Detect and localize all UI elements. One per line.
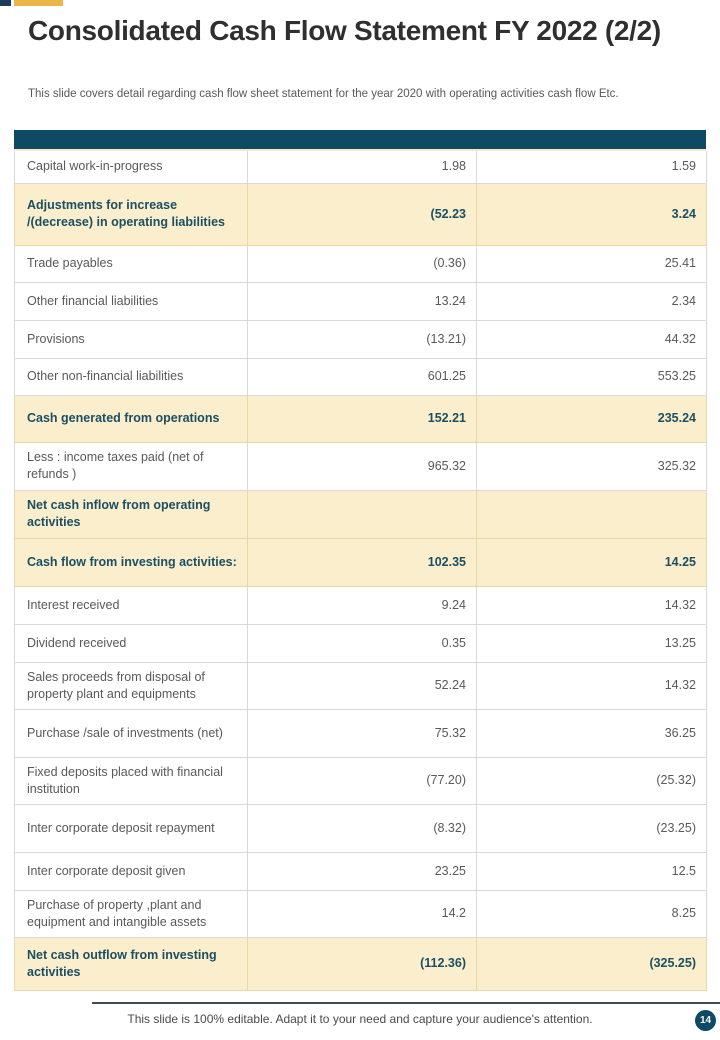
row-label: Purchase /sale of investments (net) bbox=[15, 709, 248, 757]
table-row bbox=[15, 852, 707, 890]
row-label: Cash generated from operations bbox=[15, 395, 248, 442]
row-label: Less : income taxes paid (net of refunds ) bbox=[15, 442, 248, 490]
page-number: 14 bbox=[699, 1015, 712, 1026]
row-value-col1: 52.24 bbox=[248, 662, 477, 709]
row-label: Other non-financial liabilities bbox=[15, 358, 248, 395]
row-value-col1: 102.35 bbox=[248, 538, 477, 586]
table-row-highlight bbox=[15, 937, 707, 990]
row-label: Net cash outflow from investing activities bbox=[15, 937, 248, 990]
table-row bbox=[15, 442, 707, 490]
table-row bbox=[15, 662, 707, 709]
footer-divider bbox=[92, 1002, 720, 1004]
row-label: Cash flow from investing activities: bbox=[15, 538, 248, 586]
row-value-col2: 12.5 bbox=[477, 852, 707, 890]
table-row bbox=[15, 890, 707, 937]
row-value-col2: (23.25) bbox=[477, 804, 707, 852]
table-row bbox=[15, 586, 707, 624]
row-label: Purchase of property ,plant and equipment and intangible assets bbox=[15, 890, 248, 937]
table-row bbox=[15, 624, 707, 662]
row-value-col1: 13.24 bbox=[248, 282, 477, 320]
row-label: Sales proceeds from disposal of property plant and equipments bbox=[15, 662, 248, 709]
slide-title: Consolidated Cash Flow Statement FY 2022 (2/2) bbox=[28, 15, 661, 46]
table-row bbox=[15, 320, 707, 358]
row-label: Adjustments for increase /(decrease) in operating liabilities bbox=[15, 183, 248, 245]
row-value-col2: 3.24 bbox=[477, 183, 707, 245]
row-value-col2: 553.25 bbox=[477, 358, 707, 395]
row-value-col2: 13.25 bbox=[477, 624, 707, 662]
row-value-col1: (8.32) bbox=[248, 804, 477, 852]
row-value-col1: 9.24 bbox=[248, 586, 477, 624]
table-row bbox=[15, 151, 707, 183]
row-value-col2: (25.32) bbox=[477, 757, 707, 804]
row-value-col2: 235.24 bbox=[477, 395, 707, 442]
table-row-highlight bbox=[15, 395, 707, 442]
table-row bbox=[15, 245, 707, 282]
row-value-col2: 14.32 bbox=[477, 586, 707, 624]
row-value-col1: 965.32 bbox=[248, 442, 477, 490]
row-value-col2: 36.25 bbox=[477, 709, 707, 757]
row-label: Capital work-in-progress bbox=[15, 151, 248, 183]
table-row bbox=[15, 282, 707, 320]
row-value-col2: 2.34 bbox=[477, 282, 707, 320]
row-value-col2: 14.32 bbox=[477, 662, 707, 709]
navy-accent-bar bbox=[0, 0, 11, 6]
slide-subtitle: This slide covers detail regarding cash flow sheet statement for the year 2020 with operating activities cash flow Etc. bbox=[28, 88, 619, 100]
table-row bbox=[15, 709, 707, 757]
row-value-col2: 25.41 bbox=[477, 245, 707, 282]
row-value-col2 bbox=[477, 490, 707, 538]
row-label: Fixed deposits placed with financial institution bbox=[15, 757, 248, 804]
row-label: Inter corporate deposit repayment bbox=[15, 804, 248, 852]
gold-accent-bar bbox=[14, 0, 63, 6]
row-value-col1: (52.23 bbox=[248, 183, 477, 245]
row-value-col1: 23.25 bbox=[248, 852, 477, 890]
row-value-col1: 601.25 bbox=[248, 358, 477, 395]
table-row-highlight bbox=[15, 183, 707, 245]
row-value-col1: 1.98 bbox=[248, 151, 477, 183]
row-label: Provisions bbox=[15, 320, 248, 358]
row-value-col1: (112.36) bbox=[248, 937, 477, 990]
row-value-col2: 44.32 bbox=[477, 320, 707, 358]
table-header-bar bbox=[14, 130, 706, 151]
row-value-col1: 0.35 bbox=[248, 624, 477, 662]
row-value-col2: 8.25 bbox=[477, 890, 707, 937]
row-value-col2: 325.32 bbox=[477, 442, 707, 490]
row-label: Net cash inflow from operating activities bbox=[15, 490, 248, 538]
table-row-highlight bbox=[15, 538, 707, 586]
cash-flow-table bbox=[14, 130, 706, 991]
row-label: Interest received bbox=[15, 586, 248, 624]
row-label: Dividend received bbox=[15, 624, 248, 662]
table-row bbox=[15, 804, 707, 852]
row-value-col1: (0.36) bbox=[248, 245, 477, 282]
row-value-col2: (325.25) bbox=[477, 937, 707, 990]
page-number-badge bbox=[695, 1010, 716, 1031]
row-label: Other financial liabilities bbox=[15, 282, 248, 320]
table-row bbox=[15, 757, 707, 804]
row-label: Inter corporate deposit given bbox=[15, 852, 248, 890]
table-row-highlight bbox=[15, 490, 707, 538]
row-value-col1 bbox=[248, 490, 477, 538]
cash-flow-table-grid bbox=[14, 151, 707, 991]
row-value-col1: (77.20) bbox=[248, 757, 477, 804]
row-label: Trade payables bbox=[15, 245, 248, 282]
row-value-col1: (13.21) bbox=[248, 320, 477, 358]
footer-note: This slide is 100% editable. Adapt it to your need and capture your audience's attention. bbox=[127, 1012, 593, 1026]
row-value-col1: 14.2 bbox=[248, 890, 477, 937]
row-value-col1: 152.21 bbox=[248, 395, 477, 442]
table-row bbox=[15, 358, 707, 395]
row-value-col2: 14.25 bbox=[477, 538, 707, 586]
row-value-col2: 1.59 bbox=[477, 151, 707, 183]
row-value-col1: 75.32 bbox=[248, 709, 477, 757]
